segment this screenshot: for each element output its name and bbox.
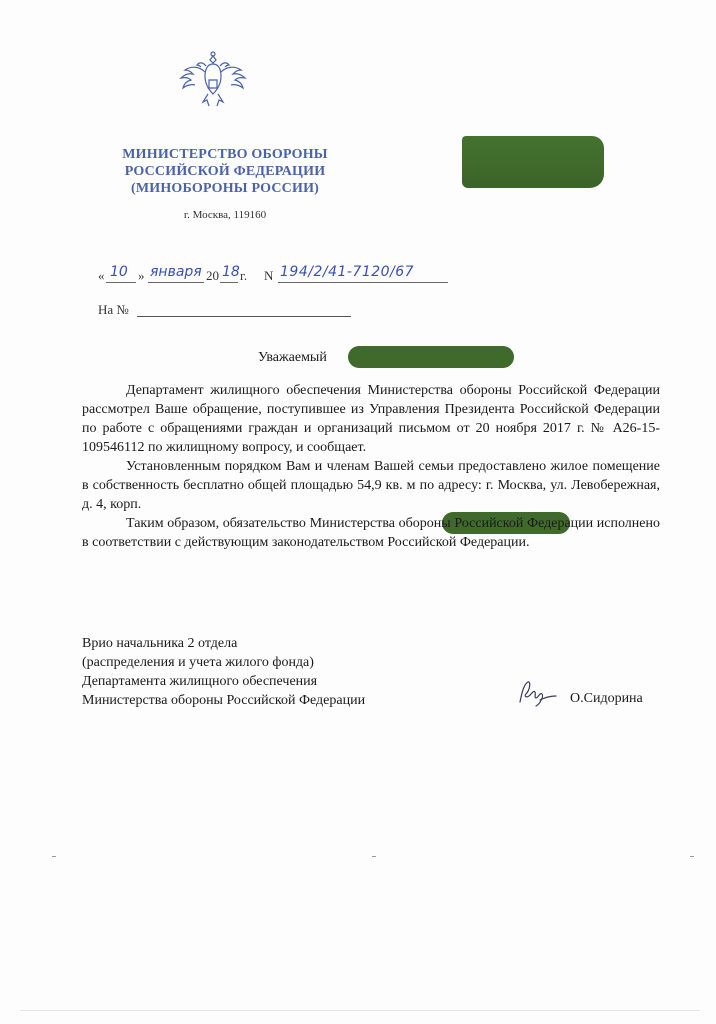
signer-name: О.Сидорина [570, 691, 643, 706]
signer-title-line-1: Врио начальника 2 отдела [82, 636, 238, 651]
fold-mark-left [52, 856, 56, 857]
letterhead-line-3: (МИНОБОРОНЫ РОССИИ) [130, 181, 320, 196]
date-year-prefix: 20 [206, 268, 219, 283]
redaction-recipient-name [348, 346, 514, 368]
letterhead-line-1: МИНИСТЕРСТВО ОБОРОНЫ [122, 147, 328, 162]
date-open-quote: « [98, 268, 105, 283]
letterhead [100, 146, 350, 197]
document-number: 194/2/41-7120/67 [280, 264, 415, 280]
date-month: января [150, 264, 202, 280]
letterhead-city: г. Москва, 119160 [183, 209, 267, 221]
date-day: 10 [110, 264, 128, 280]
signer-title-line-3: Департамента жилищного обеспечения [82, 674, 318, 689]
number-label: N [264, 268, 274, 283]
letterhead-line-2: РОССИЙСКОЙ ФЕДЕРАЦИИ [124, 164, 326, 179]
fold-mark-right [690, 856, 694, 857]
fold-mark-center [372, 856, 376, 857]
date-line [98, 262, 458, 288]
handwritten-signature-icon [514, 676, 558, 710]
page-bottom-edge [20, 1010, 700, 1011]
redaction-recipient-address [462, 136, 604, 188]
signature-block [82, 634, 365, 710]
body-paragraph-1: Департамент жилищного обеспечения Министерства обороны Российской Федерации рассмотрел Ваше обращение, поступившее из Управления Президента Российской Федерации по работе с обращениями граждан и организаций письмом от 20 ноября 2017 г. № А26-15-109546112 по жилищному вопросу, и сообщает. [82, 383, 660, 455]
date-year-suffix: 18 [222, 264, 240, 280]
reference-label: На № [98, 302, 129, 317]
double-headed-eagle-emblem-icon [178, 50, 248, 112]
date-close-quote: » [138, 268, 145, 283]
date-year-label: г. [240, 268, 248, 283]
greeting: Уважаемый [258, 350, 327, 365]
signer-title-line-2: (распределения и учета жилого фонда) [82, 655, 314, 670]
body-paragraph-3: Таким образом, обязательство Министерства обороны Российской Федерации исполнено в соответствии с действующим законодательством Российской Федерации. [82, 516, 660, 550]
reference-blank-line [137, 316, 351, 317]
letter-body [82, 381, 660, 552]
body-paragraph-2: Установленным порядком Вам и членам Вашей семьи предоставлено жилое помещение в собственность бесплатно общей площадью 54,9 кв. м по адресу: г. Москва, ул. Левобережная, д. 4, корп. [82, 459, 660, 512]
signer-title-line-4: Министерства обороны Российской Федерации [82, 693, 366, 708]
